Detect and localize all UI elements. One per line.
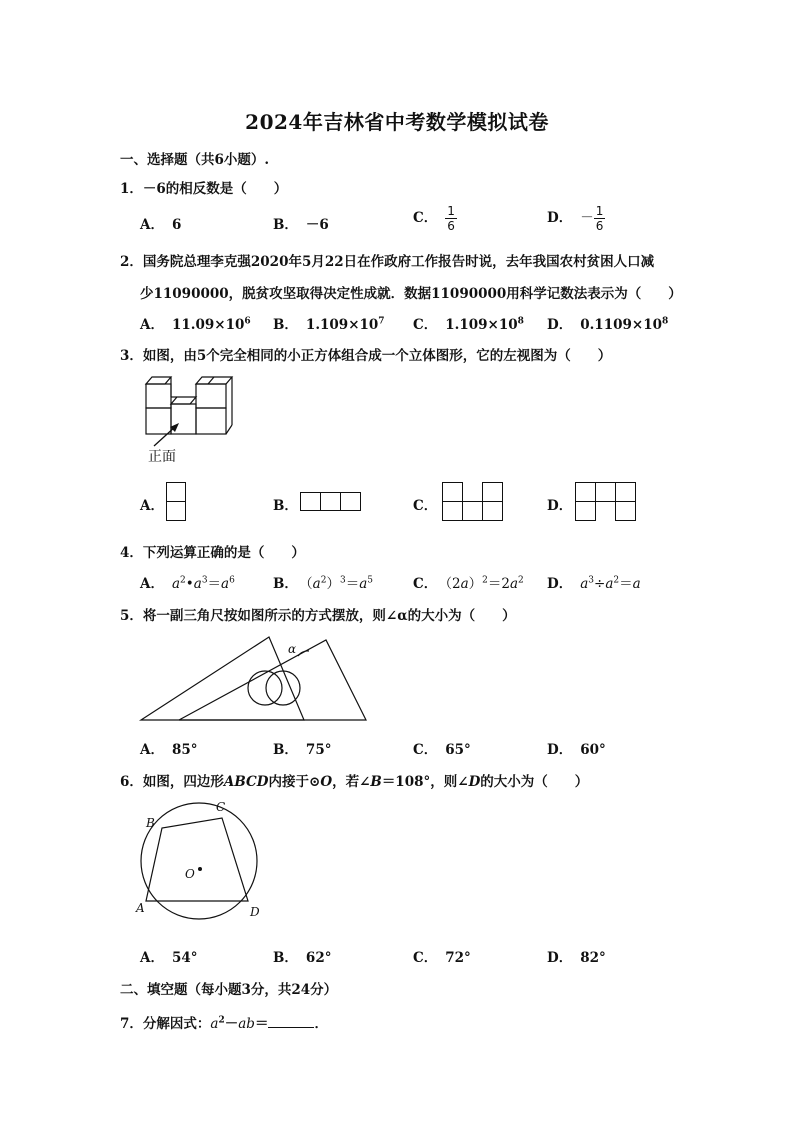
question-2-stem-line2: 少11090000，脱贫攻坚取得决定性成就．数据11090000用科学记数法表示为（ ） (140, 286, 682, 302)
center-o-label: O (185, 867, 195, 881)
question-2-stem-line1: 2．国务院总理李克强2020年5月22日在作政府工作报告时说，去年我国农村贫困人口减 (120, 254, 655, 270)
q2-option-c[interactable]: C． $1.109\times 10^8$ (413, 316, 524, 333)
vertex-b-label: B (146, 816, 155, 830)
vertex-a-label: A (136, 901, 145, 915)
q3-option-d-label[interactable]: D． (547, 498, 573, 514)
question-7-stem: 7．分解因式：$a^2-ab=$ ． (120, 1015, 328, 1032)
q6-option-b[interactable]: B． 62° (273, 950, 332, 966)
fraction: $\frac{1}{6}$ (595, 204, 604, 233)
q4-option-b[interactable]: B． $(a^2)^3=a^5$ (273, 575, 373, 592)
triangle-rulers-figure (138, 634, 378, 726)
alpha-label: α (288, 642, 297, 656)
q2-option-d[interactable]: D． $0.1109\times 10^8$ (547, 316, 669, 333)
q2-option-a[interactable]: A． $11.09\times 10^6$ (140, 316, 251, 333)
q3-option-d-view[interactable] (575, 482, 637, 522)
answer-blank[interactable] (268, 1015, 314, 1028)
question-5-stem: 5．将一副三角尺按如图所示的方式摆放，则∠α的大小为（ ） (120, 608, 516, 624)
q6-option-a[interactable]: A． 54° (140, 950, 198, 966)
question-1-stem: 1．－6的相反数是（ ） (120, 181, 288, 197)
fraction: $\frac{1}{6}$ (447, 204, 455, 233)
question-3-stem: 3．如图，由5个完全相同的小正方体组合成一个立体图形，它的左视图为（ ） (120, 348, 612, 364)
q4-option-d[interactable]: D． $a^3\div a^2=a$ (547, 575, 641, 592)
q2-option-b[interactable]: B． $1.109\times 10^7$ (273, 316, 385, 333)
inscribed-quadrilateral-figure (136, 798, 276, 918)
vertex-c-label: C (216, 800, 226, 814)
figure-caption-front: 正面 (148, 449, 176, 465)
section-heading-fill-in: 二、填空题（每小题3分，共24分） (120, 982, 338, 998)
q5-option-b[interactable]: B． 75° (273, 742, 332, 758)
q3-option-a-view[interactable] (166, 482, 186, 522)
page-title: 2024年吉林省中考数学模拟试卷 (245, 110, 549, 134)
question-6-stem: 6．如图，四边形ABCD内接于⊙O，若∠B＝108°，则∠D的大小为（ ） (120, 774, 589, 790)
q3-option-a-label[interactable]: A． (140, 498, 164, 514)
q1-option-b[interactable]: B． －6 (273, 217, 329, 233)
q3-option-b-view[interactable] (300, 492, 362, 512)
q1-option-c[interactable]: C． $\frac{1}{6}$ (413, 204, 455, 233)
q3-option-c-label[interactable]: C． (413, 498, 438, 514)
q5-option-c[interactable]: C． 65° (413, 742, 471, 758)
q1-option-a[interactable]: A． 6 (140, 217, 182, 233)
q5-option-a[interactable]: A． 85° (140, 742, 198, 758)
q6-option-d[interactable]: D． 82° (547, 950, 606, 966)
q4-option-c[interactable]: C． $(2a)^2=2a^2$ (413, 575, 524, 592)
q1-option-d[interactable]: D． － $\frac{1}{6}$ (547, 204, 604, 233)
q3-option-b-label[interactable]: B． (273, 498, 298, 514)
q3-option-c-view[interactable] (442, 482, 504, 522)
q6-option-c[interactable]: C． 72° (413, 950, 471, 966)
q5-option-d[interactable]: D． 60° (547, 742, 606, 758)
section-heading-choice: 一、选择题（共6小题）. (120, 152, 270, 168)
q4-option-a[interactable]: A． $a^2•a^3=a^6$ (140, 575, 235, 592)
vertex-d-label: D (250, 905, 260, 919)
question-4-stem: 4．下列运算正确的是（ ） (120, 545, 305, 561)
